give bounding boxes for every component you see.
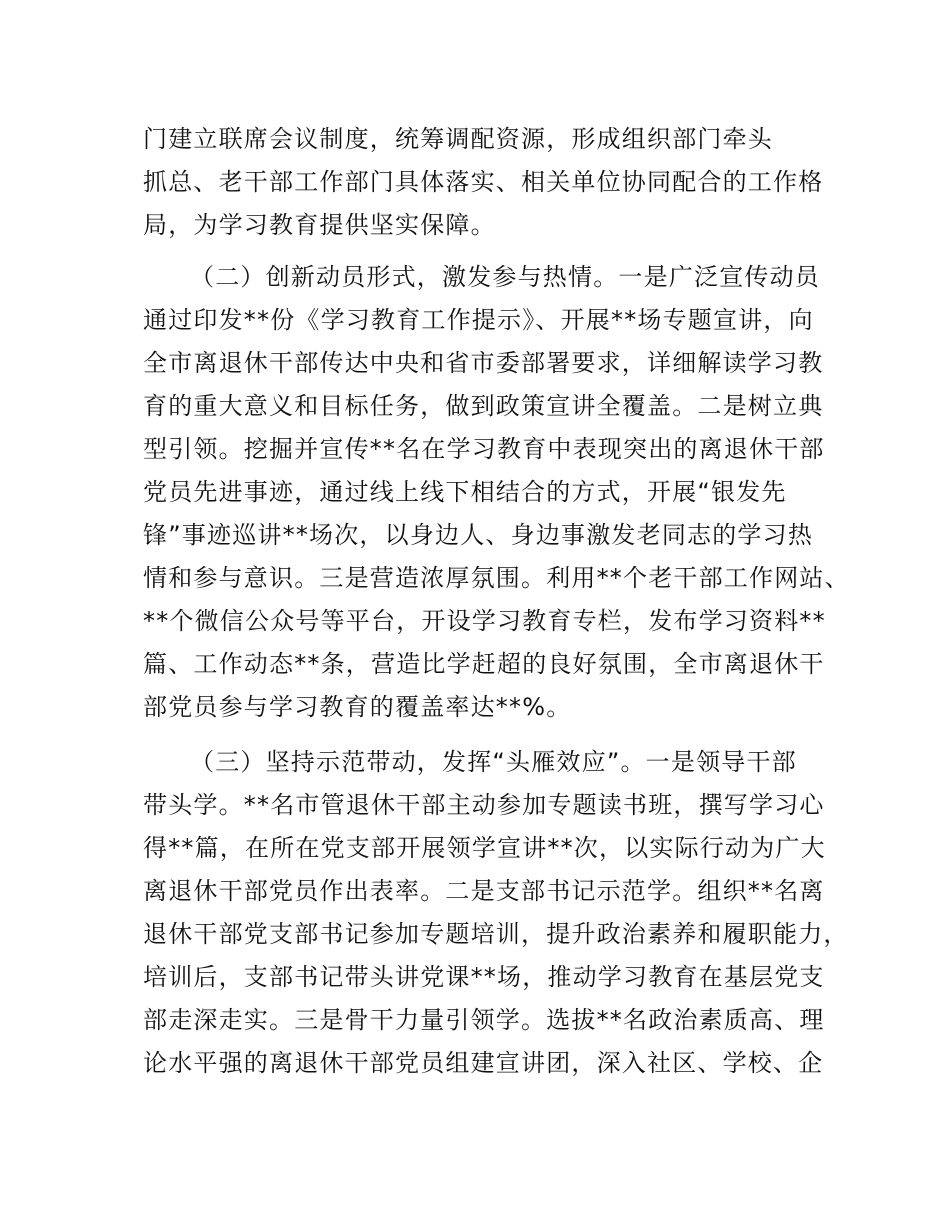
paragraph-3-line-6: 培训后，支部书记带头讲党课**场，推动学习教育在基层党支 (143, 963, 825, 991)
paragraph-1-line-3: 局，为学习教育提供坚实保障。 (143, 211, 496, 239)
paragraph-3-line-1: （三）坚持示范带动，发挥“头雁效应”。一是领导干部 (190, 748, 797, 776)
paragraph-3-line-2: 带头学。**名市管退休干部主动参加专题读书班，撰写学习心 (143, 791, 825, 819)
paragraph-2-line-11: 部党员参与学习教育的覆盖率达**%。 (143, 693, 572, 721)
paragraph-3-line-8: 论水平强的离退休干部党员组建宣讲团，深入社区、学校、企 (143, 1049, 824, 1077)
paragraph-2-line-8: 情和参与意识。三是营造浓厚氛围。利用**个老干部工作网站、 (143, 564, 850, 592)
paragraph-2-line-5: 型引领。挖掘并宣传**名在学习教育中表现突出的离退休干部 (143, 435, 825, 463)
paragraph-1-line-2: 抓总、老干部工作部门具体落实、相关单位协同配合的工作格 (143, 168, 824, 196)
paragraph-3-line-7: 部走深走实。三是骨干力量引领学。选拔**名政治素质高、理 (143, 1006, 825, 1034)
paragraph-1-line-1: 门建立联席会议制度，统筹调配资源，形成组织部门牵头 (143, 125, 773, 153)
paragraph-2-line-9: **个微信公众号等平台，开设学习教育专栏，发布学习资料** (143, 607, 826, 635)
paragraph-2-line-10: 篇、工作动态**条，营造比学赶超的良好氛围，全市离退休干 (143, 650, 825, 678)
paragraph-2-line-7: 锋”事迹巡讲**场次，以身边人、身边事激发老同志的学习热 (143, 521, 814, 549)
paragraph-2-line-6: 党员先进事迹，通过线上线下相结合的方式，开展“银发先 (143, 478, 787, 506)
paragraph-3-line-5: 退休干部党支部书记参加专题培训，提升政治素养和履职能力， (143, 920, 849, 948)
paragraph-2-line-2: 通过印发**份《学习教育工作提示》、开展**场专题宣讲，向 (143, 306, 814, 334)
paragraph-3-line-4: 离退休干部党员作出表率。二是支部书记示范学。组织**名离 (143, 877, 825, 905)
paragraph-2-line-1: （二）创新动员形式，激发参与热情。一是广泛宣传动员 (190, 263, 820, 291)
paragraph-3-line-3: 得**篇，在所在党支部开展领学宣讲**次，以实际行动为广大 (143, 834, 826, 862)
paragraph-2-line-4: 育的重大意义和目标任务，做到政策宣讲全覆盖。二是树立典 (143, 392, 824, 420)
paragraph-2-line-3: 全市离退休干部传达中央和省市委部署要求，详细解读学习教 (143, 349, 824, 377)
